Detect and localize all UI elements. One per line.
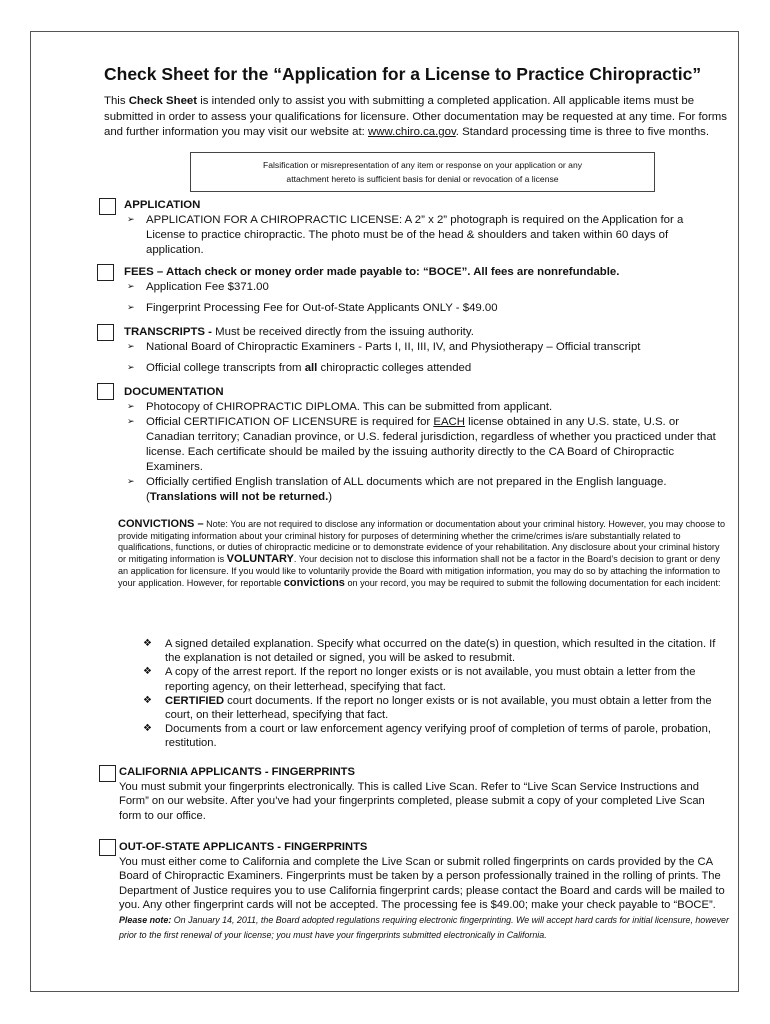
- fees-checkbox[interactable]: [97, 264, 114, 281]
- list-item: ❖ Documents from a court or law enforcement agency verifying proof of completion of terms of parole, probation, restitution.: [143, 722, 728, 750]
- convictions-heading: CONVICTIONS –: [118, 518, 204, 530]
- list-item: ❖ CERTIFIED court documents. If the report no longer exists or is not available, you must obtain a letter from the court, on their letterhead, specifying that fact.: [143, 694, 728, 722]
- california-section: [119, 765, 729, 823]
- fees-section: [124, 265, 724, 316]
- page-title: Check Sheet for the “Application for a License to Practice Chiropractic”: [104, 64, 702, 84]
- california-heading: CALIFORNIA APPLICANTS - FINGERPRINTS: [119, 766, 355, 778]
- documentation-section: [124, 385, 729, 505]
- convictions-section: CONVICTIONS – Note: You are not required to disclose any information or documentation about your criminal history. However, you may choose to provide mitigating information about your criminal history for purposes of determining whether the crime/crimes is/are substantially related to qualifications, functions, or duties of chiropractic medicine or to demonstrate evidence of your rehabilitation. Any disclosure about your criminal history or mitigating information is VOLUNTARY. Your decision not to disclose this information shall not be a factor in the Board’s decision to grant or deny an application for licensure. If you would like to voluntarily provide the Board with mitigation information, you may do so by attaching the information to your application. However, for reportable convictions on your record, you may be required to submit the following documentation for each incident:: [118, 518, 726, 589]
- convictions-list: [143, 637, 728, 751]
- intro-paragraph: This Check Sheet is intended only to assist you with submitting a completed application. All applicable items must be submitted in order to assess your qualifications for licensure. Other documentation may be requested at any time. For forms and further information you may visit our website at: www.chiro.ca.gov. Standard processing time is three to five months.: [104, 95, 727, 138]
- website-link[interactable]: www.chiro.ca.gov: [368, 126, 456, 138]
- california-text: You must submit your fingerprints electronically. This is called Live Scan. Refer to “Live Scan Service Instructions and Form” on our website. After you’ve had your fingerprints completed, please submit a copy of your completed Live Scan form to our office.: [119, 780, 705, 822]
- documentation-checkbox[interactable]: [97, 383, 114, 400]
- application-section: [124, 198, 724, 258]
- application-item: ➢ APPLICATION FOR A CHIROPRACTIC LICENSE: A 2” x 2” photograph is required on the Application for a License to practice chiropractic. The photo must be of the head & shoulders and taken within 60 days of application.: [124, 213, 724, 258]
- outofstate-section: [119, 840, 731, 942]
- documentation-item: ➢ Official CERTIFICATION OF LICENSURE is required for EACH license obtained in any U.S. state, U.S. or Canadian territory; Canadian province, or U.S. federal jurisdiction, regardless of whether you practiced under that license. Each certificate should be mailed by the issuing authority directly to the CA Board of Chiropractic Examiners.: [124, 415, 729, 475]
- application-checkbox[interactable]: [99, 198, 116, 215]
- list-item: ❖ A signed detailed explanation. Specify what occurred on the date(s) in question, which resulted in the citation. If the explanation is not detailed or signed, you will be asked to resubmit.: [143, 637, 728, 665]
- fees-heading: FEES – Attach check or money order made payable to: “BOCE”. All fees are nonrefundable.: [124, 266, 620, 278]
- falsification-notice: Falsification or misrepresentation of any item or response on your application or any attachment hereto is sufficient basis for denial or revocation of a license: [190, 152, 655, 192]
- application-heading: APPLICATION: [124, 199, 201, 211]
- documentation-heading: DOCUMENTATION: [124, 386, 224, 398]
- transcripts-checkbox[interactable]: [97, 324, 114, 341]
- documentation-item: ➢ Officially certified English translation of ALL documents which are not prepared in the English language. (Translations will not be returned.): [124, 475, 729, 505]
- fees-item: ➢ Fingerprint Processing Fee for Out-of-State Applicants ONLY - $49.00: [124, 301, 724, 316]
- outofstate-text: You must either come to California and complete the Live Scan or submit rolled fingerprints on cards provided by the CA Board of Chiropractic Examiners. Fingerprints must be taken by a person professionally trained in the rolling of prints. The Department of Justice requires you to use California fingerprint cards; please contact the Board and cards will be mailed to you. Any other fingerprint cards will not be accepted. The processing fee is $49.00; make your check payable to “BOCE”. Please note: On January 14, 2011, the Board adopted regulations requiring electronic fingerprinting. We will accept hard cards for initial licensure, however prior to the first renewal of your license; you must have your fingerprints submitted electronically in California.: [119, 855, 729, 940]
- transcripts-section: [124, 325, 729, 376]
- documentation-item: ➢ Photocopy of CHIROPRACTIC DIPLOMA. This can be submitted from applicant.: [124, 400, 729, 415]
- list-item: ❖ A copy of the arrest report. If the report no longer exists or is not available, you must obtain a letter from the reporting agency, on their letterhead, specifying that fact.: [143, 665, 728, 693]
- california-fingerprints-checkbox[interactable]: [99, 765, 116, 782]
- transcripts-item: ➢ National Board of Chiropractic Examiners - Parts I, II, III, IV, and Physiotherapy – Official transcript: [124, 340, 729, 355]
- fees-item: ➢ Application Fee $371.00: [124, 280, 724, 295]
- transcripts-heading: TRANSCRIPTS - Must be received directly from the issuing authority.: [124, 326, 474, 338]
- outofstate-fingerprints-checkbox[interactable]: [99, 839, 116, 856]
- outofstate-heading: OUT-OF-STATE APPLICANTS - FINGERPRINTS: [119, 841, 368, 853]
- transcripts-item: ➢ Official college transcripts from all chiropractic colleges attended: [124, 361, 729, 376]
